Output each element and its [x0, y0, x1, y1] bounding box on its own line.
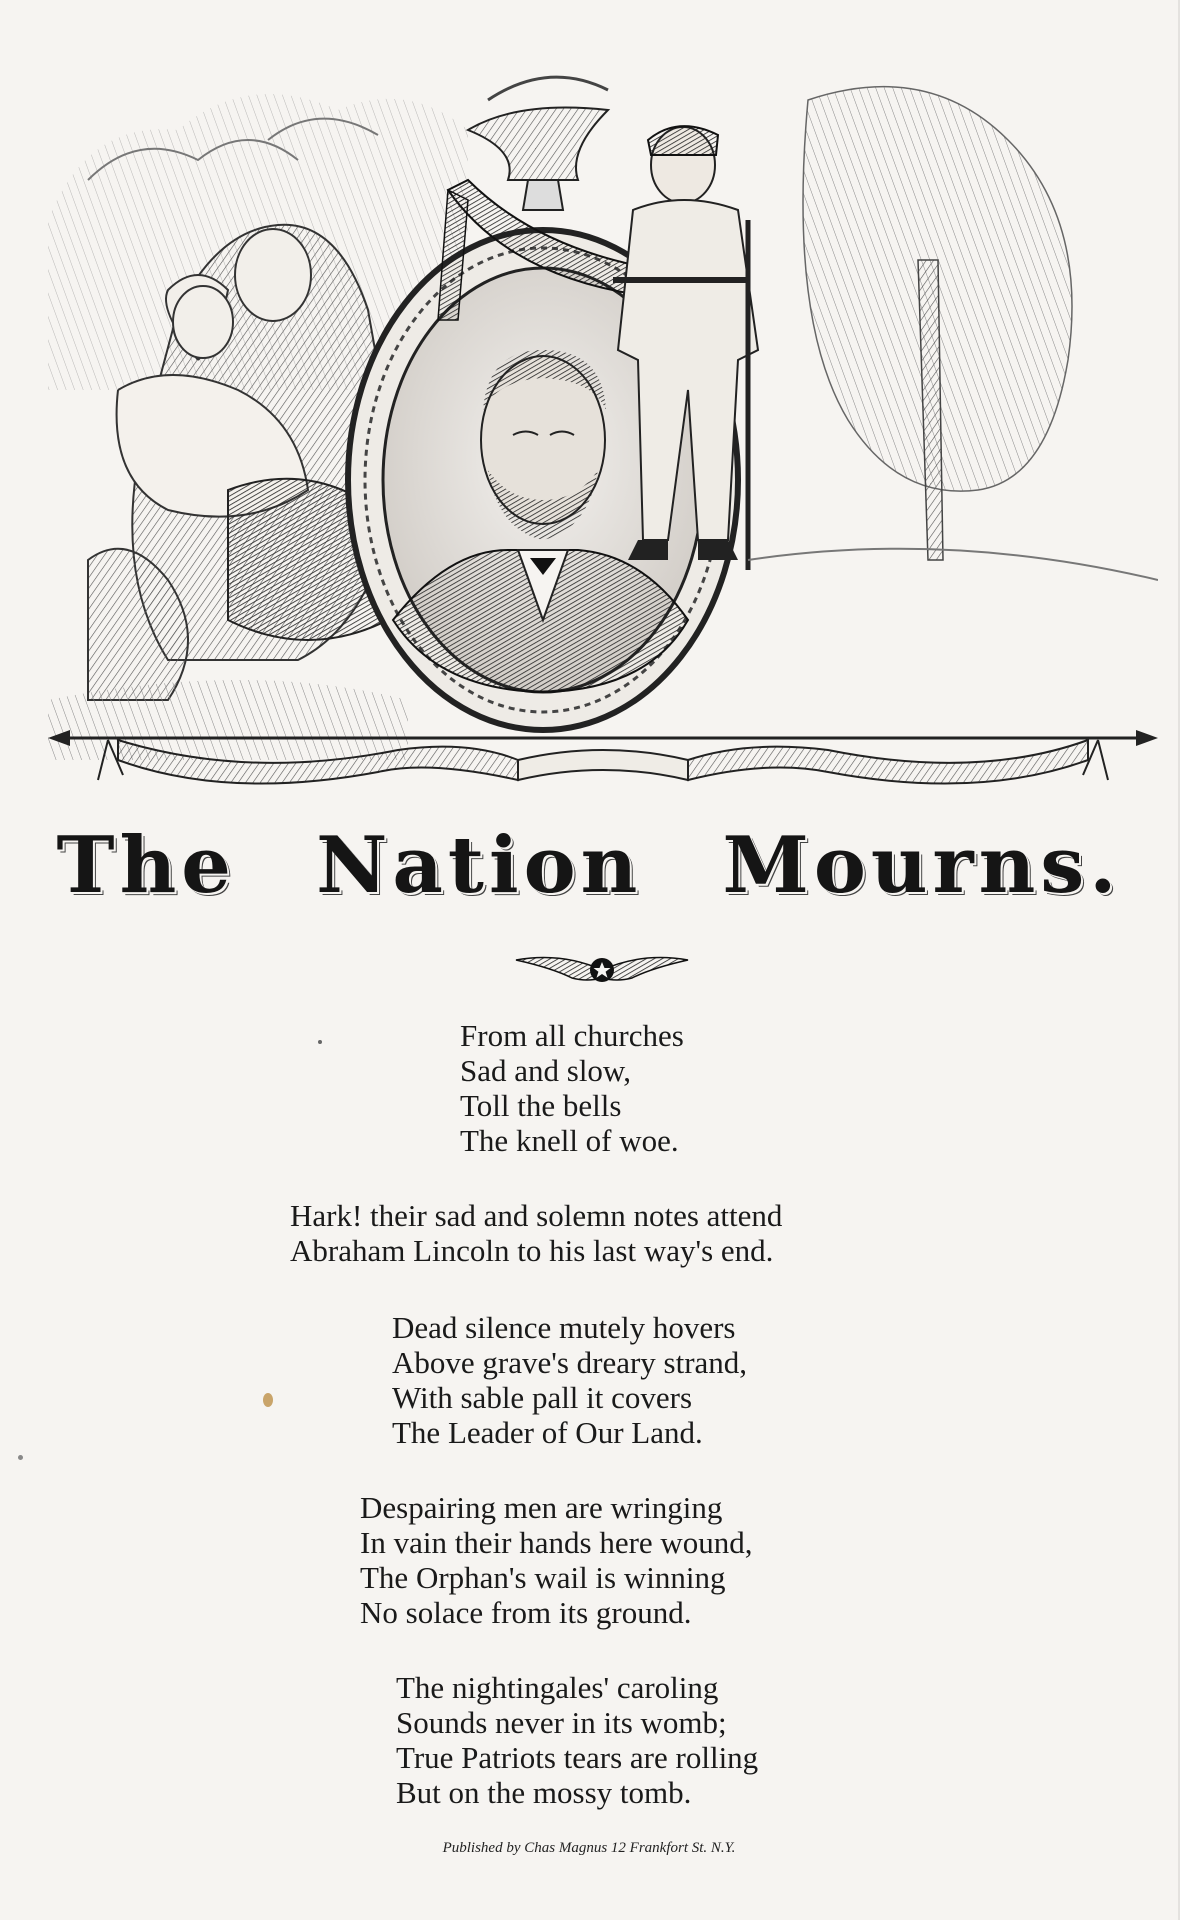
- paper-blemish: [318, 1040, 322, 1044]
- winged-star-ornament: [512, 948, 692, 992]
- poem-line: True Patriots tears are rolling: [396, 1740, 759, 1775]
- poem-line: Sad and slow,: [460, 1053, 632, 1088]
- poem-line: Sounds never in its womb;: [396, 1705, 727, 1740]
- poem-line: With sable pall it covers: [392, 1380, 693, 1415]
- memorial-engraving: [48, 60, 1158, 820]
- title-word: Nation: [316, 820, 643, 911]
- title-word: Mourns.: [722, 820, 1122, 911]
- poem-line: The knell of woe.: [460, 1123, 679, 1158]
- poem-title: [0, 820, 1178, 911]
- poem-line: Dead silence mutely hovers: [392, 1310, 736, 1345]
- stanza-4: [360, 1490, 753, 1630]
- stanza-5: [396, 1670, 758, 1810]
- publisher-imprint: Published by Chas Magnus 12 Frankfort St. N.Y.: [442, 1840, 736, 1856]
- poem-line: Hark! their sad and solemn notes attend: [290, 1198, 783, 1233]
- poem-line: Despairing men are wringing: [360, 1490, 723, 1525]
- poem-line: Toll the bells: [460, 1088, 622, 1123]
- poem-line: In vain their hands here wound,: [360, 1525, 753, 1560]
- poem-line: But on the mossy tomb.: [396, 1775, 692, 1810]
- stanza-3: [392, 1310, 747, 1450]
- poem-line: From all churches: [460, 1018, 684, 1053]
- stanza-2: [290, 1198, 782, 1268]
- poem-line: The Leader of Our Land.: [392, 1415, 703, 1450]
- poem-line: Abraham Lincoln to his last way's end.: [290, 1233, 774, 1268]
- poem-line: Above grave's dreary strand,: [392, 1345, 748, 1380]
- poem-line: The Orphan's wail is winning: [360, 1560, 726, 1595]
- poem-line: No solace from its ground.: [360, 1595, 692, 1630]
- foxing-spot: [263, 1393, 273, 1407]
- funeral-urn: [468, 77, 608, 210]
- stanza-1: [460, 1018, 684, 1158]
- willow-tree: [748, 87, 1158, 580]
- paper-blemish: [18, 1455, 23, 1460]
- poem-line: The nightingales' caroling: [396, 1670, 719, 1705]
- title-word: The: [56, 820, 236, 911]
